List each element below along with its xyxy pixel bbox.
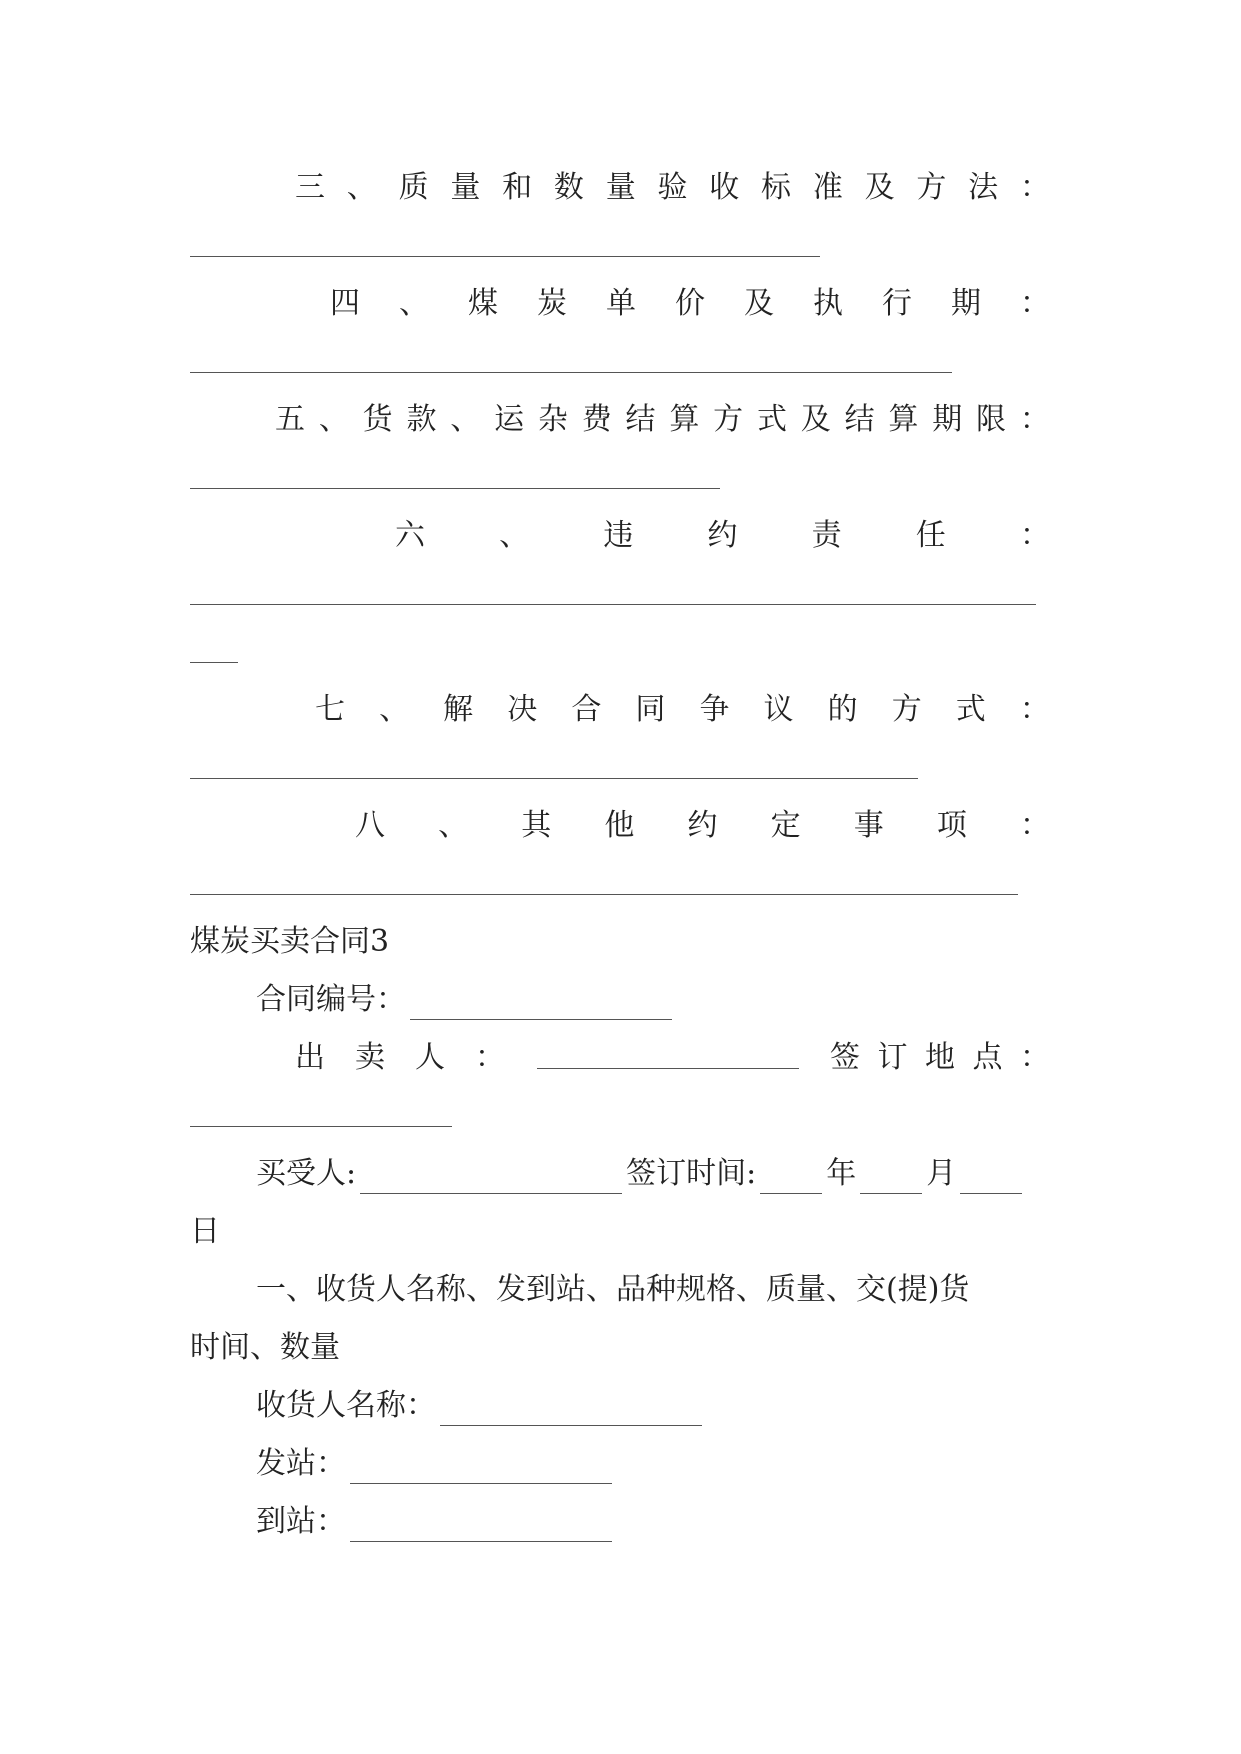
clause-4-heading (190, 284, 1050, 324)
heading-char: 和 (502, 170, 533, 205)
item1-line1: 一、收货人名称、发到站、品种规格、质量、交(提)货 (256, 1272, 970, 1307)
from-station-blank[interactable] (350, 1453, 612, 1484)
heading-char: 同 (635, 692, 666, 727)
heading-char: 解 (443, 692, 474, 727)
heading-char: 方 (713, 402, 744, 437)
heading-char: 法 (968, 170, 999, 205)
heading-char: 三 (295, 170, 325, 205)
heading-char: 量 (605, 170, 636, 205)
day-blank[interactable] (960, 1163, 1022, 1194)
heading-char: 六 (395, 518, 425, 553)
heading-char: 他 (604, 808, 635, 843)
buyer-row (190, 1154, 1050, 1194)
heading-char: 结 (844, 402, 875, 437)
heading-char: 款 (406, 402, 437, 437)
heading-char: 期 (951, 286, 981, 321)
heading-char: 式 (756, 402, 787, 437)
heading-char: 七 (315, 692, 345, 727)
heading-char: 单 (606, 286, 636, 321)
clause-7-heading (190, 690, 1050, 730)
item1-line2: 时间、数量 (190, 1330, 340, 1365)
heading-char: 约 (707, 518, 738, 553)
heading-char: ： (1020, 286, 1050, 321)
heading-char: ： (475, 1040, 505, 1075)
heading-char: 、 (318, 402, 349, 437)
to-station-label: 到站： (256, 1504, 346, 1539)
blank-line (190, 778, 918, 779)
heading-char: 其 (521, 808, 552, 843)
blank-line (190, 604, 1036, 605)
blank-line (190, 894, 1018, 895)
heading-char: 地 (925, 1040, 955, 1075)
heading-char: 质 (398, 170, 429, 205)
heading-char: 决 (507, 692, 538, 727)
blank-line (190, 662, 238, 663)
heading-char: 式 (955, 692, 986, 727)
heading-char: ： (1019, 692, 1050, 727)
heading-char: 责 (811, 518, 842, 553)
heading-char: 结 (625, 402, 656, 437)
heading-char: 五 (275, 402, 305, 437)
contract-title: 煤炭买卖合同3 (190, 924, 390, 959)
heading-char: 项 (936, 808, 967, 843)
heading-char: 及 (744, 286, 774, 321)
month-label: 月 (926, 1156, 957, 1191)
heading-char: 行 (882, 286, 912, 321)
clause-3-heading (190, 168, 1050, 208)
heading-char: 及 (800, 402, 831, 437)
day-label: 日 (190, 1214, 220, 1249)
heading-char: 事 (853, 808, 884, 843)
heading-char: ： (1019, 518, 1050, 553)
heading-char: 定 (770, 808, 801, 843)
contract-number-blank[interactable] (410, 989, 672, 1020)
seller-row (190, 1038, 1050, 1078)
heading-char: 运 (494, 402, 525, 437)
blank-line (190, 256, 820, 257)
heading-char: 、 (450, 402, 481, 437)
heading-char: 点 (972, 1040, 1003, 1075)
heading-char: 的 (827, 692, 858, 727)
heading-char: 争 (699, 692, 730, 727)
heading-char: 方 (916, 170, 947, 205)
heading-char: ： (1019, 170, 1050, 205)
heading-char: 合 (571, 692, 602, 727)
heading-char: 收 (709, 170, 740, 205)
year-label: 年 (826, 1156, 857, 1191)
heading-char: 约 (687, 808, 718, 843)
heading-char: 卖 (355, 1040, 385, 1075)
blank-line (190, 488, 720, 489)
consignee-label: 收货人名称： (256, 1388, 436, 1423)
heading-char: 八 (355, 808, 385, 843)
heading-char: ： (1020, 1040, 1050, 1075)
consignee-row (190, 1386, 1050, 1426)
heading-char: 算 (888, 402, 919, 437)
consignee-blank[interactable] (440, 1395, 702, 1426)
heading-char: 、 (499, 518, 530, 553)
heading-char: 标 (761, 170, 792, 205)
heading-char: 价 (675, 286, 705, 321)
heading-char: 验 (657, 170, 688, 205)
from-station-row (190, 1444, 1050, 1484)
heading-char: 、 (399, 286, 429, 321)
year-blank[interactable] (760, 1163, 822, 1194)
heading-char: 煤 (468, 286, 498, 321)
sign-place-label (830, 1038, 1050, 1078)
heading-char: 违 (603, 518, 634, 553)
heading-char: 货 (362, 402, 393, 437)
clause-6-heading (190, 516, 1050, 556)
heading-char: 、 (346, 170, 377, 205)
heading-char: 人 (415, 1040, 445, 1075)
heading-char: 费 (581, 402, 612, 437)
heading-char: 、 (379, 692, 410, 727)
heading-char: 数 (553, 170, 584, 205)
buyer-blank[interactable] (360, 1163, 622, 1194)
sign-place-blank[interactable] (190, 1126, 452, 1127)
contract-number-label: 合同编号： (256, 982, 406, 1017)
heading-char: 算 (669, 402, 700, 437)
contract-number-row (190, 980, 1050, 1020)
heading-char: 期 (932, 402, 963, 437)
heading-char: 方 (891, 692, 922, 727)
heading-char: 签 (830, 1040, 860, 1075)
from-station-label: 发站： (256, 1446, 346, 1481)
clause-5-heading (190, 400, 1050, 440)
heading-char: 炭 (537, 286, 567, 321)
heading-char: 限 (976, 402, 1006, 437)
blank-line (190, 372, 952, 373)
heading-char: 四 (330, 286, 360, 321)
heading-char: 、 (438, 808, 469, 843)
sign-time-label: 签订时间: (626, 1156, 757, 1191)
heading-char: ： (1020, 808, 1050, 843)
heading-char: 出 (295, 1040, 325, 1075)
heading-char: 任 (915, 518, 946, 553)
to-station-blank[interactable] (350, 1511, 612, 1542)
heading-char: 及 (864, 170, 895, 205)
clause-8-heading (190, 806, 1050, 846)
buyer-label: 买受人: (256, 1156, 357, 1191)
heading-char: 订 (877, 1040, 908, 1075)
heading-char: 议 (763, 692, 794, 727)
to-station-row (190, 1502, 1050, 1542)
seller-label (295, 1038, 505, 1078)
heading-char: ： (1019, 402, 1050, 437)
heading-char: 量 (450, 170, 481, 205)
heading-char: 准 (812, 170, 843, 205)
seller-blank[interactable] (537, 1038, 799, 1069)
heading-char: 杂 (537, 402, 568, 437)
month-blank[interactable] (860, 1163, 922, 1194)
heading-char: 执 (813, 286, 843, 321)
